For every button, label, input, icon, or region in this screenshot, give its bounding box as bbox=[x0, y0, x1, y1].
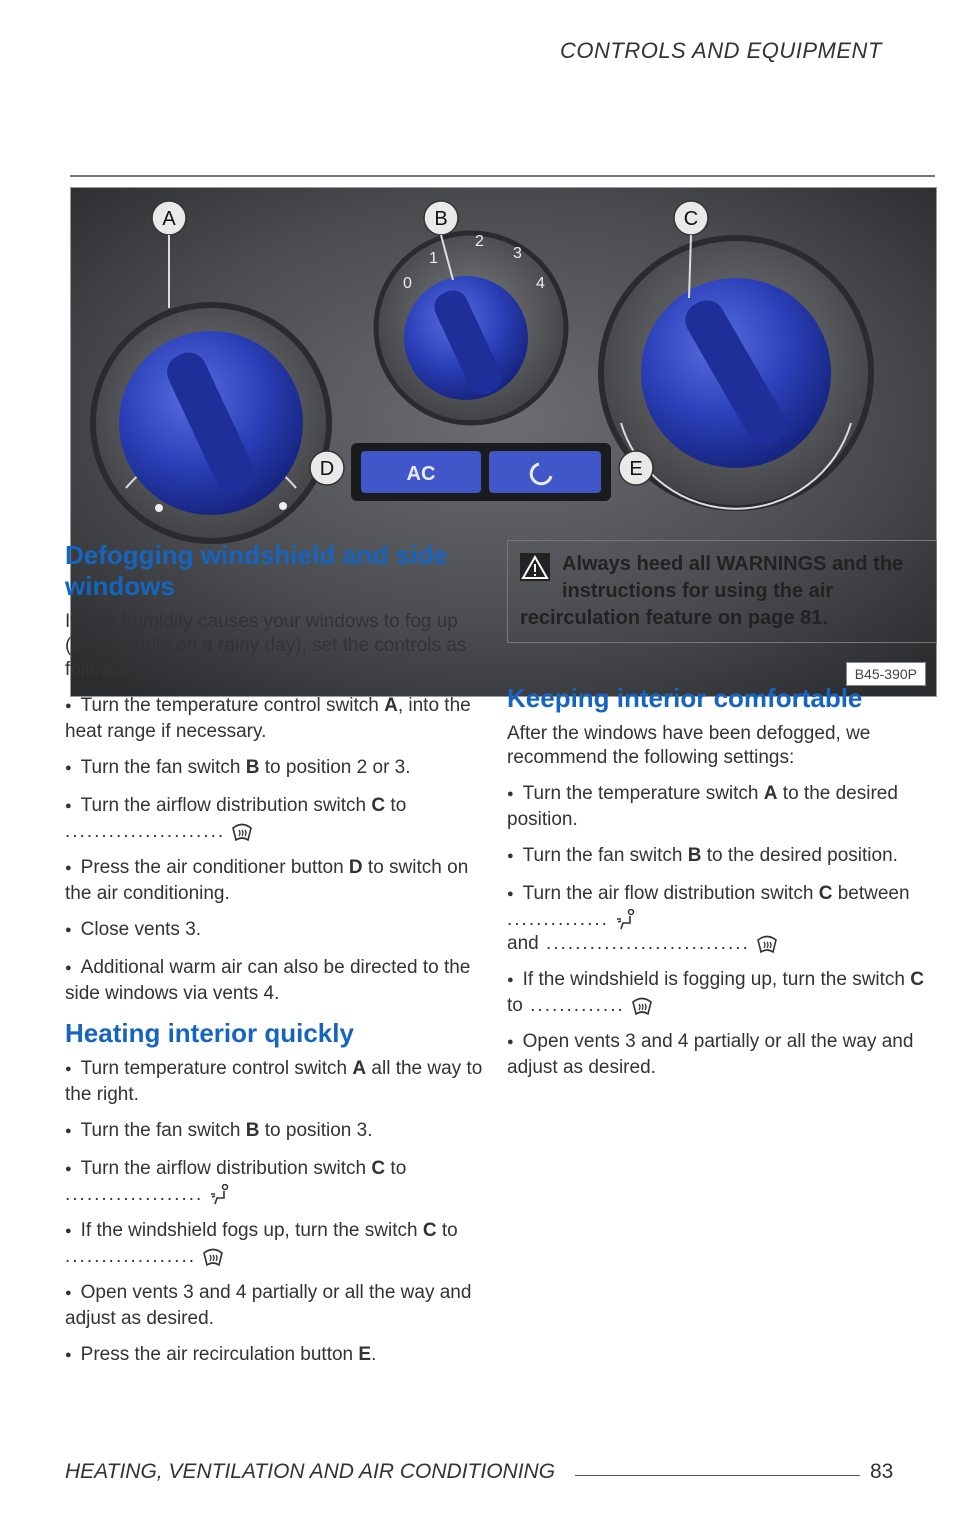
defog-step-4: ● Press the air conditioner button D to switch on the air conditioning. bbox=[65, 856, 485, 906]
header-rule bbox=[70, 175, 935, 177]
windshield-defrost-icon bbox=[231, 822, 253, 842]
page-header: CONTROLS AND EQUIPMENT bbox=[560, 38, 882, 63]
defog-step-5: ● Close vents 3. bbox=[65, 918, 485, 944]
comfort-step-4: ● If the windshield is fogging up, turn the switch C to ............. bbox=[507, 968, 937, 1018]
figure-code: B45-390P bbox=[846, 662, 926, 686]
heating-step-4: ● If the windshield fogs up, turn the switch C to .................. bbox=[65, 1219, 485, 1269]
heating-step-6: ● Press the air recirculation button E. bbox=[65, 1343, 485, 1369]
defog-step-6: ● Additional warm air can also be directed to the side windows via vents 4. bbox=[65, 956, 485, 1006]
heating-step-3: ● Turn the airflow distribution switch C to ................... bbox=[65, 1157, 485, 1207]
footwell-icon bbox=[615, 909, 637, 931]
page-number: 83 bbox=[870, 1460, 894, 1483]
warning-box bbox=[507, 540, 937, 643]
warning-triangle-icon bbox=[520, 553, 550, 581]
footer-rule bbox=[575, 1475, 860, 1476]
comfort-step-2: ● Turn the fan switch B to the desired position. bbox=[507, 844, 937, 870]
callout-e: E bbox=[629, 458, 643, 480]
comfort-step-1: ● Turn the temperature switch A to the desired position. bbox=[507, 782, 937, 832]
warning-text: Always heed all WARNINGS and the instructions for using the air recirculation feature on page 81. bbox=[520, 553, 904, 629]
fan-pos-3: 3 bbox=[513, 245, 522, 262]
heating-heading: Heating interior quickly bbox=[65, 1018, 354, 1048]
heating-step-1: ● Turn temperature control switch A all the way to the right. bbox=[65, 1057, 485, 1107]
windshield-defrost-icon bbox=[756, 934, 778, 954]
defog-step-3: ● Turn the airflow distribution switch C to ...................... bbox=[65, 794, 485, 844]
heating-step-2: ● Turn the fan switch B to position 3. bbox=[65, 1119, 485, 1145]
right-column bbox=[507, 540, 937, 1092]
windshield-defrost-icon bbox=[631, 996, 653, 1016]
heating-step-5: ● Open vents 3 and 4 partially or all the way and adjust as desired. bbox=[65, 1281, 485, 1331]
fan-pos-2: 2 bbox=[475, 233, 484, 250]
left-column bbox=[65, 540, 485, 1381]
footwell-icon bbox=[209, 1184, 231, 1206]
footer-section-title: HEATING, VENTILATION AND AIR CONDITIONING bbox=[65, 1460, 556, 1483]
fan-pos-0: 0 bbox=[403, 275, 412, 292]
dial-b bbox=[376, 233, 566, 423]
fan-pos-4: 4 bbox=[536, 275, 545, 292]
defog-step-1: ● Turn the temperature control switch A, into the heat range if necessary. bbox=[65, 694, 485, 744]
comfort-heading: Keeping interior comfortable bbox=[507, 683, 863, 713]
callout-a: A bbox=[162, 208, 176, 230]
defog-heading: Defogging windshield and side windows bbox=[65, 540, 448, 601]
defog-intro: If high humidity causes your windows to fog up (for example on a rainy day), set the controls as follows: bbox=[65, 611, 467, 680]
callout-b: B bbox=[434, 208, 448, 230]
callout-d: D bbox=[319, 458, 335, 480]
dial-a bbox=[93, 305, 329, 541]
windshield-defrost-icon bbox=[202, 1247, 224, 1267]
button-bar bbox=[351, 443, 611, 501]
ac-button-label: AC bbox=[406, 463, 436, 485]
defog-step-2: ● Turn the fan switch B to position 2 or 3. bbox=[65, 756, 485, 782]
comfort-intro: After the windows have been defogged, we recommend the following settings: bbox=[507, 723, 871, 768]
callout-c: C bbox=[683, 208, 699, 230]
comfort-step-3: ● Turn the air flow distribution switch C between .............. and ............................ bbox=[507, 882, 937, 956]
fan-pos-1: 1 bbox=[429, 250, 438, 267]
comfort-step-5: ● Open vents 3 and 4 partially or all the way and adjust as desired. bbox=[507, 1030, 937, 1080]
